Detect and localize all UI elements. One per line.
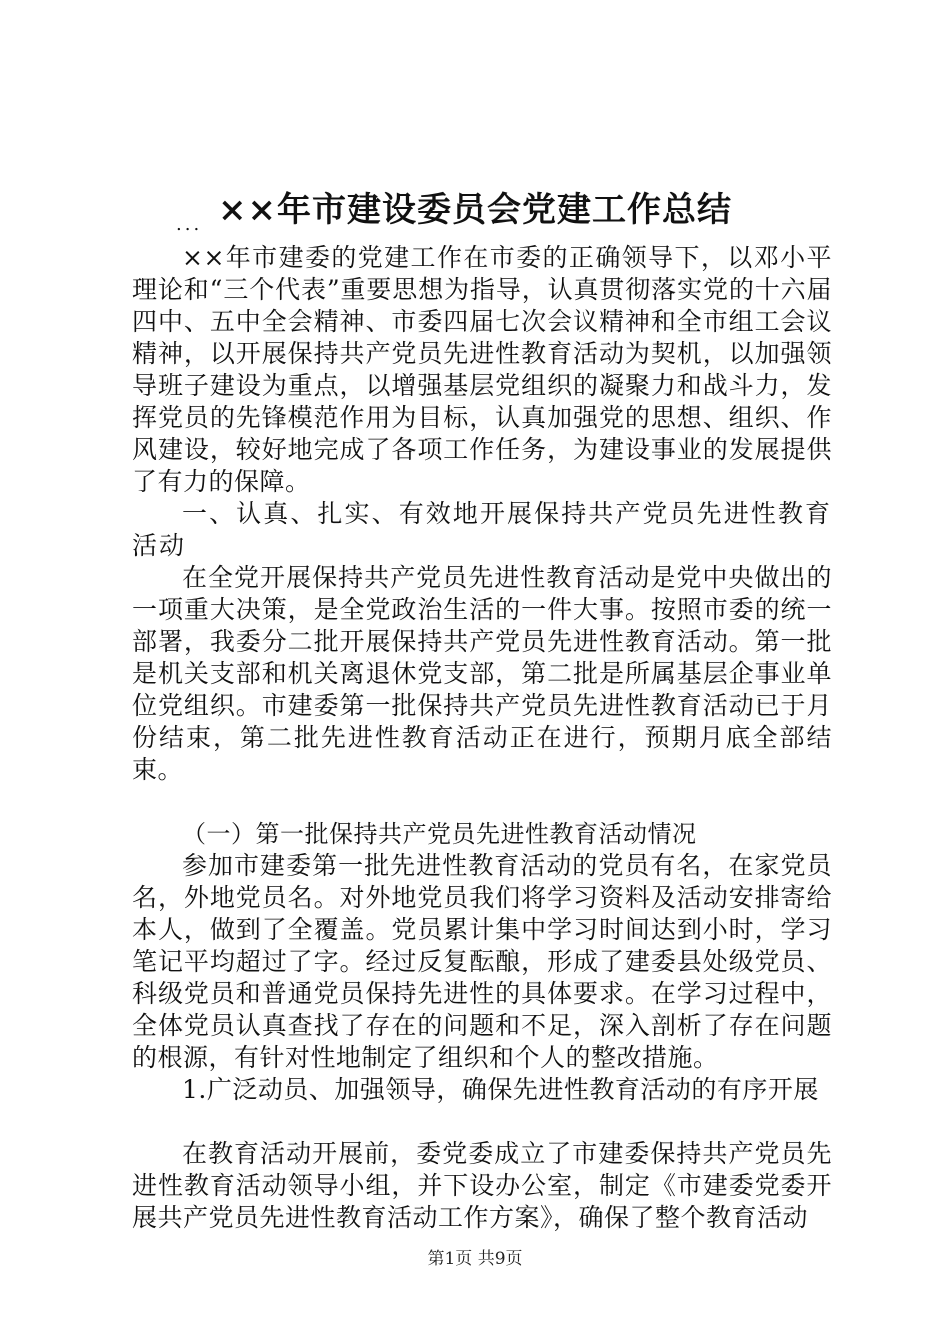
document-body [132,242,832,1234]
section-heading-1: 一、认真、扎实、有效地开展保持共产党员先进性教育活动 [132,499,832,560]
item-heading-1: 1.广泛动员、加强领导，确保先进性教育活动的有序开展 [182,1075,819,1104]
paragraph-section-1: 在全党开展保持共产党员先进性教育活动是党中央做出的一项重大决策，是全党政治生活的一件大事。按照市委的统一部署，我委分二批开展保持共产党员先进性教育活动。第一批是机关支部和机关离退休党支部，第二批是所属基层企事业单位党组织。市建委第一批保持共产党员先进性教育活动已于月份结束，第二批先进性教育活动正在进行，预期月底全部结束。 [132,563,832,784]
page-indicator: 第1页 共9页 [427,1249,523,1269]
ellipsis-mark: ... [176,214,203,235]
paragraph-item-1: 在教育活动开展前，委党委成立了市建委保持共产党员先进性教育活动领导小组，并下设办公室，制定《市建委党委开展共产党员先进性教育活动工作方案》，确保了整个教育活动 [132,1139,832,1232]
paragraph-subsection-1: 参加市建委第一批先进性教育活动的党员有名，在家党员名，外地党员名。对外地党员我们将学习资料及活动安排寄给本人，做到了全覆盖。党员累计集中学习时间达到小时，学习笔记平均超过了字。经过反复酝酿，形成了建委县处级党员、科级党员和普通党员保持先进性的具体要求。在学习过程中，全体党员认真查找了存在的问题和不足，深入剖析了存在问题的根源，有针对性地制定了组织和个人的整改措施。 [132,851,832,1072]
paragraph-intro: ××年市建委的党建工作在市委的正确领导下，以邓小平理论和“三个代表”重要思想为指导，认真贯彻落实党的十六届四中、五中全会精神、市委四届七次会议精神和全市组工会议精神，以开展保持共产党员先进性教育活动为契机，以加强领导班子建设为重点，以增强基层党组织的凝聚力和战斗力，发挥党员的先锋模范作用为目标，认真加强党的思想、组织、作风建设，较好地完成了各项工作任务，为建设事业的发展提供了有力的保障。 [132,243,832,496]
document-title: ××年市建设委员会党建工作总结 [218,190,732,230]
subsection-heading-1: （一）第一批保持共产党员先进性教育活动情况 [182,820,697,848]
